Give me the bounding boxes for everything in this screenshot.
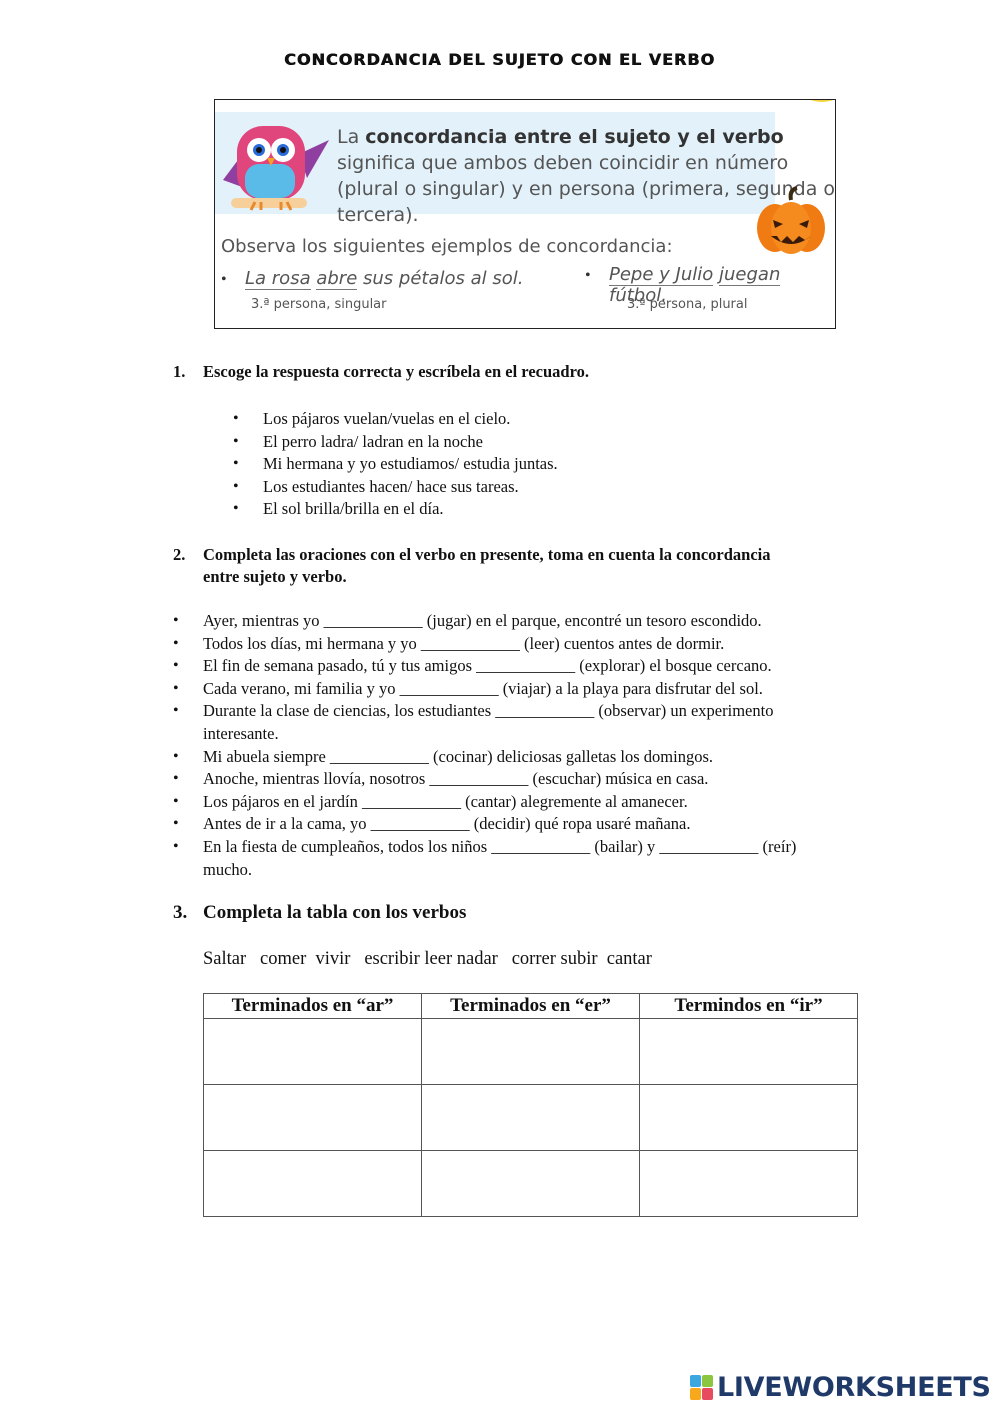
list-item[interactable]: • Antes de ir a la cama, yo ____________ (decidir) qué ropa usaré mañana. — [173, 814, 691, 834]
list-item-continuation: mucho. — [203, 859, 253, 879]
owl-icon — [221, 118, 331, 214]
section-1-title: Escoge la respuesta correcta y escríbela en el recuadro. — [203, 362, 589, 381]
table-header-ar: Terminados en “ar” — [204, 994, 422, 1019]
verb-table — [203, 993, 858, 1217]
sun-icon — [797, 99, 836, 108]
answer-input[interactable] — [422, 1019, 639, 1084]
list-item[interactable]: • Los pájaros en el jardín ____________ (cantar) alegremente al amanecer. — [173, 791, 688, 811]
section-2-list — [173, 610, 797, 881]
section-3-title: Completa la tabla con los verbos — [203, 902, 467, 923]
info-box — [214, 99, 836, 329]
list-item[interactable]: • El fin de semana pasado, tú y tus amigos ____________ (explorar) el bosque cercano. — [173, 656, 772, 676]
example-2-note: 3.ª persona, plural — [627, 297, 748, 312]
list-item[interactable]: • El perro ladra/ ladran en la noche — [233, 431, 483, 451]
example-bullet: • — [221, 271, 227, 288]
example-1-verb: abre — [316, 268, 358, 289]
table-cell[interactable] — [204, 1151, 422, 1217]
section-1-number: 1. — [173, 362, 186, 381]
verb-word-bank: Saltar comer vivir escribir leer nadar correr subir cantar — [203, 949, 652, 969]
example-1-subject: La rosa — [245, 268, 311, 289]
observe-heading: Observa los siguientes ejemplos de concordancia: — [221, 236, 673, 257]
answer-input[interactable] — [204, 1019, 421, 1084]
list-item[interactable]: • Mi abuela siempre ____________ (cocinar) deliciosas galletas los domingos. — [173, 746, 714, 766]
answer-input[interactable] — [204, 1151, 421, 1216]
answer-input[interactable] — [640, 1085, 857, 1150]
brand-name: LIVEWORKSHEETS — [717, 1372, 991, 1403]
answer-input[interactable] — [640, 1019, 857, 1084]
answer-input[interactable] — [422, 1085, 639, 1150]
example-2-verb: juegan — [719, 264, 781, 285]
pumpkin-icon — [753, 186, 829, 256]
list-item[interactable]: • En la fiesta de cumpleaños, todos los niños ____________ (bailar) y ____________ (reír) — [173, 836, 797, 856]
list-item-continuation: interesante. — [203, 723, 279, 743]
section-2-title-line2: entre sujeto y verbo. — [203, 567, 347, 586]
table-cell[interactable] — [640, 1151, 858, 1217]
section-2-number: 2. — [173, 545, 186, 564]
table-cell[interactable] — [204, 1019, 422, 1085]
answer-input[interactable] — [204, 1085, 421, 1150]
example-2-subject: Pepe y Julio — [609, 264, 714, 285]
table-cell[interactable] — [640, 1019, 858, 1085]
example-2-rest: fútbol. — [609, 285, 667, 306]
page-title: CONCORDANCIA DEL SUJETO CON EL VERBO — [284, 50, 715, 69]
list-item[interactable]: • Los estudiantes hacen/ hace sus tareas. — [233, 476, 519, 496]
table-cell[interactable] — [422, 1085, 640, 1151]
definition-prefix: La — [337, 126, 366, 148]
example-bullet: • — [585, 267, 591, 284]
table-cell[interactable] — [640, 1085, 858, 1151]
list-item[interactable]: • Durante la clase de ciencias, los estudiantes ____________ (observar) un experimento — [173, 701, 774, 721]
table-header-er: Terminados en “er” — [422, 994, 640, 1019]
list-item[interactable]: • Los pájaros vuelan/vuelas en el cielo. — [233, 409, 511, 428]
list-item[interactable]: • Ayer, mientras yo ____________ (jugar) en el parque, encontré un tesoro escondido. — [173, 611, 762, 630]
example-1-note: 3.ª persona, singular — [251, 297, 387, 312]
table-header-ir: Termindos en “ir” — [640, 994, 858, 1019]
table-cell[interactable] — [422, 1019, 640, 1085]
answer-input[interactable] — [640, 1151, 857, 1216]
list-item[interactable]: • El sol brilla/brilla en el día. — [233, 499, 444, 519]
list-item[interactable]: • Cada verano, mi familia y yo ____________ (viajar) a la playa para disfrutar del sol. — [173, 678, 763, 698]
definition-bold: concordancia entre el sujeto y el verbo — [365, 126, 784, 148]
definition-suffix: significa que ambos deben coincidir en número (plural o singular) y en persona (primera, segunda o tercera). — [337, 152, 835, 226]
section-3-number: 3. — [173, 902, 188, 923]
answer-input[interactable] — [422, 1151, 639, 1216]
list-item[interactable]: • Todos los días, mi hermana y yo ____________ (leer) cuentos antes de dormir. — [173, 633, 725, 653]
list-item[interactable]: • Mi hermana y yo estudiamos/ estudia juntas. — [233, 454, 558, 474]
table-cell[interactable] — [422, 1151, 640, 1217]
list-item[interactable]: • Anoche, mientras llovía, nosotros ____________ (escuchar) música en casa. — [173, 769, 709, 789]
table-cell[interactable] — [204, 1085, 422, 1151]
example-1 — [245, 268, 523, 289]
section-2-title-line1: Completa las oraciones con el verbo en presente, toma en cuenta la concordancia — [203, 545, 771, 564]
section-1-list — [233, 408, 558, 521]
liveworksheets-logo-icon — [690, 1375, 714, 1401]
example-1-rest: sus pétalos al sol. — [357, 268, 524, 289]
